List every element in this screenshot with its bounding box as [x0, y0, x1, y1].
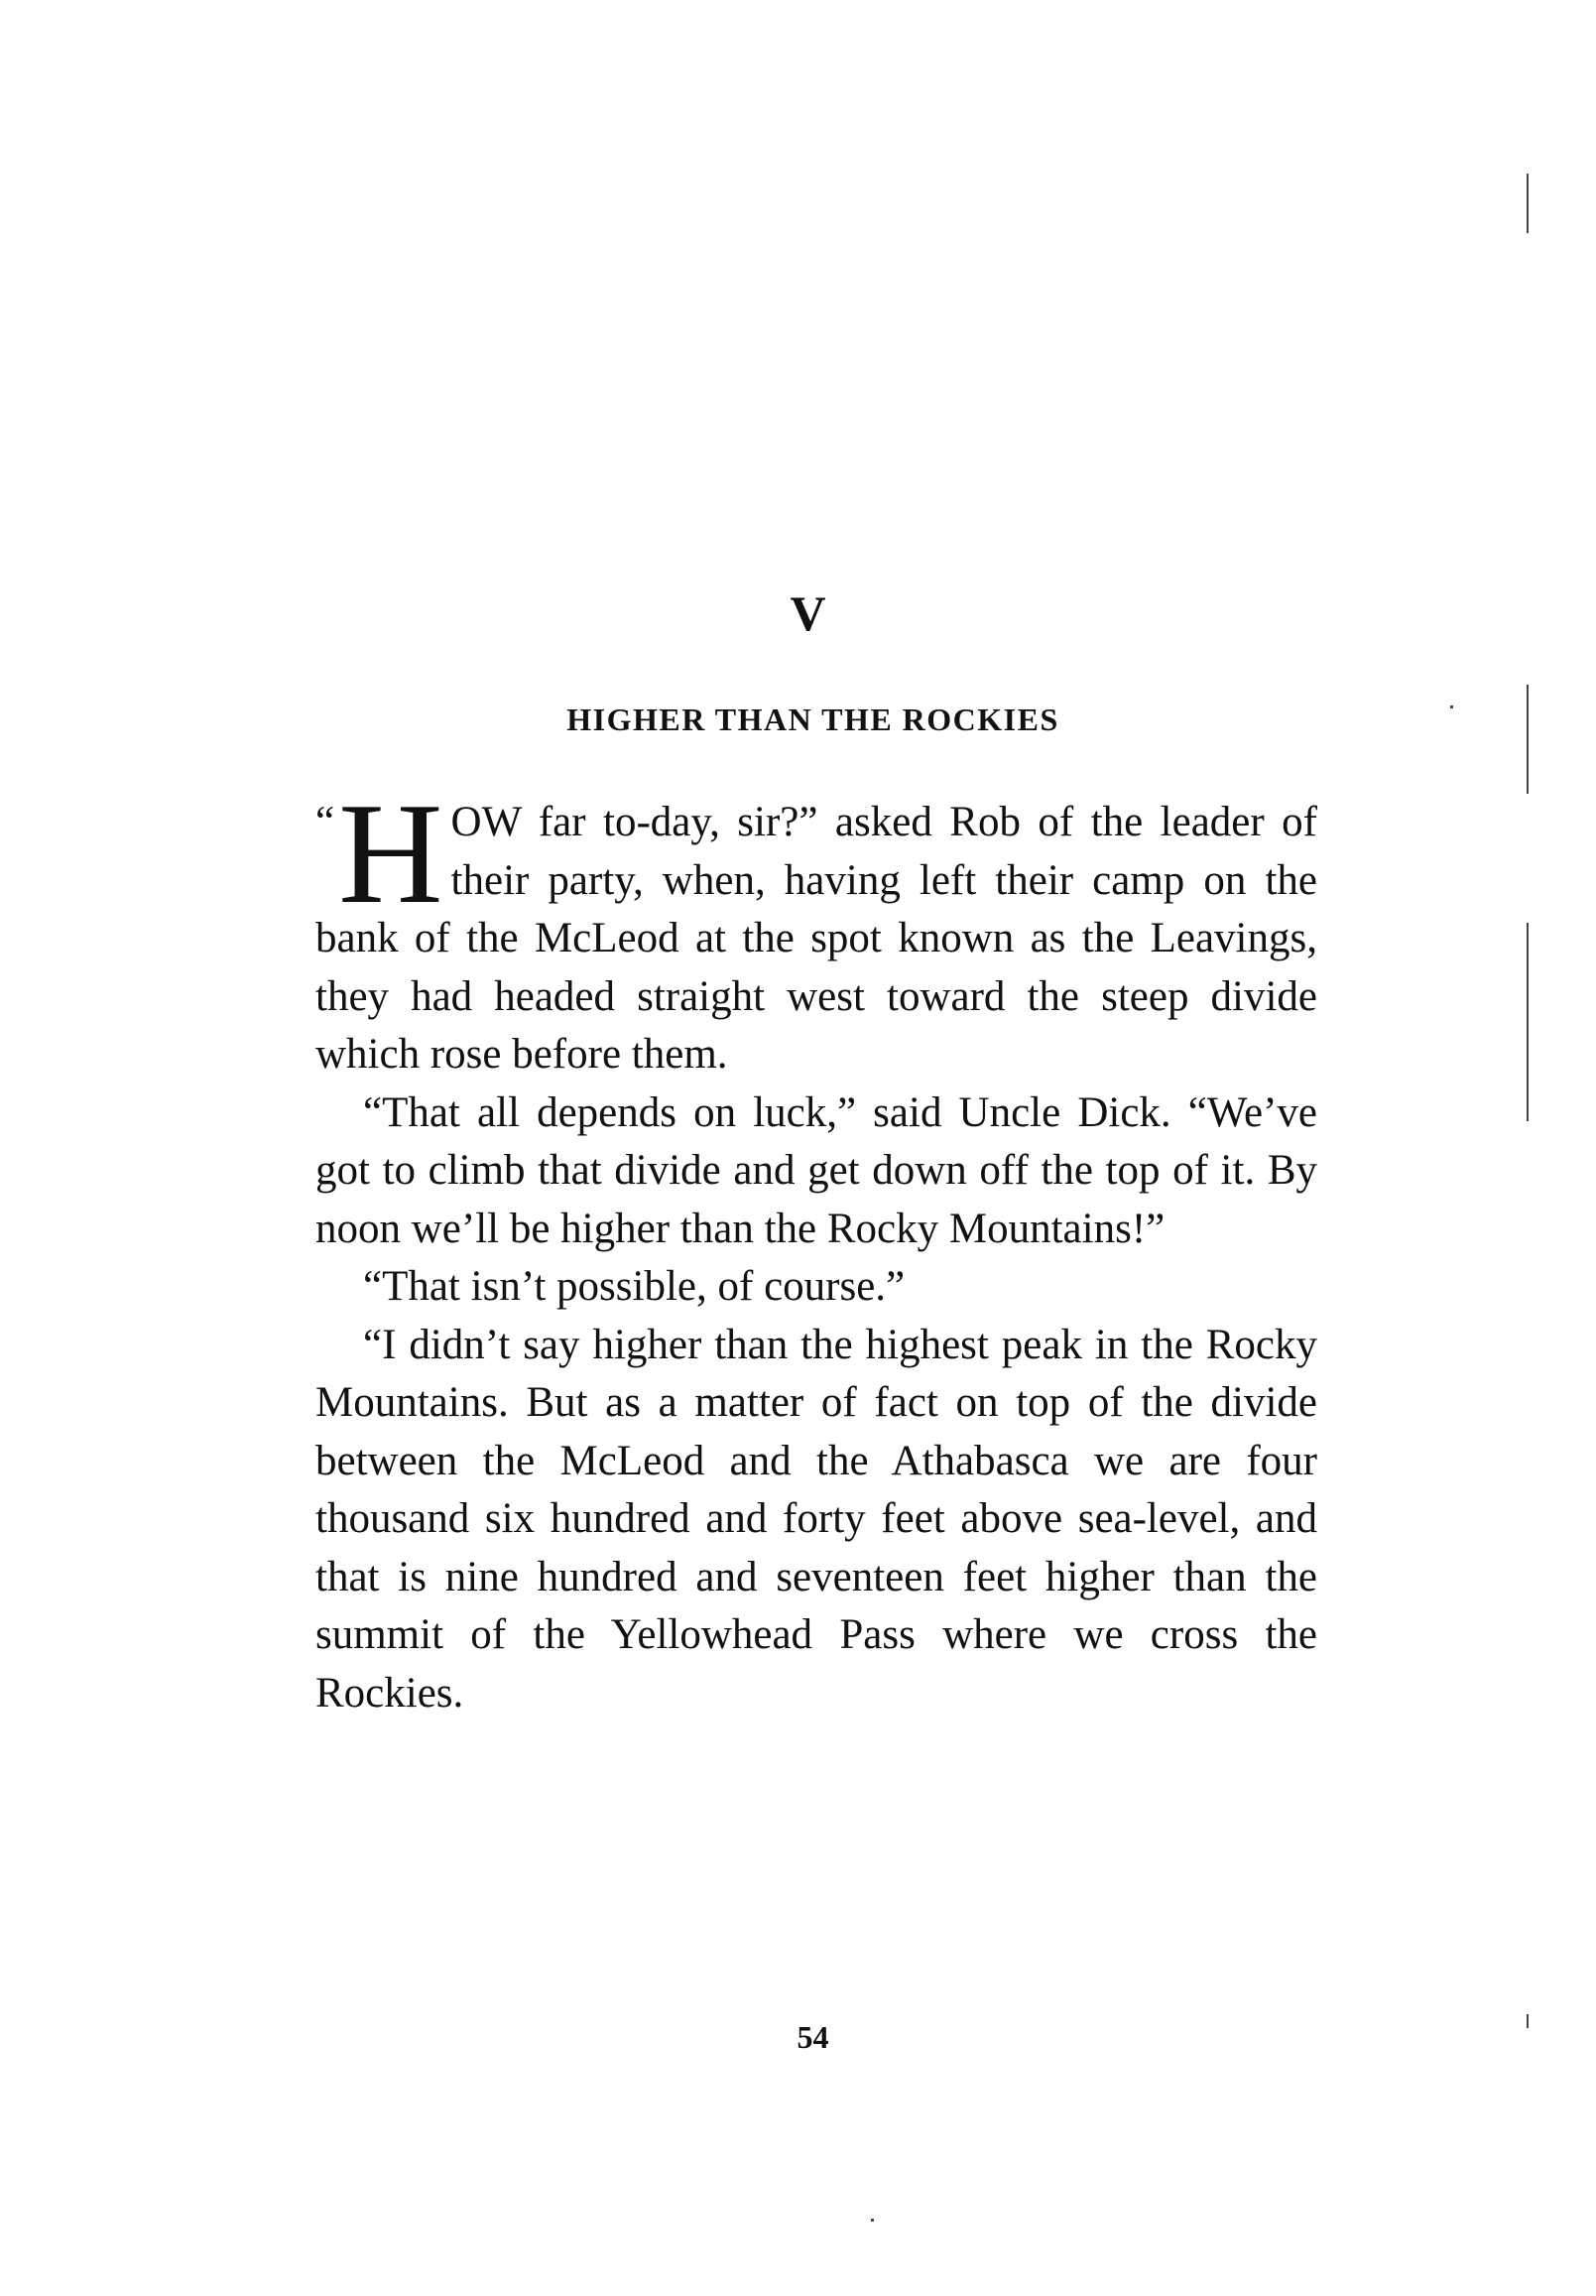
body-text	[315, 773, 1317, 1722]
paragraph-2: “That all depends on luck,” said Uncle Dick. “We’ve got to climb that divide and get down off the top of it. By noon we’ll be higher than the Rocky Mountains!”	[315, 1088, 1317, 1252]
opening-quote: “	[315, 799, 335, 845]
page-number: 54	[797, 2019, 829, 2055]
scan-artifact-line	[1527, 923, 1529, 1121]
paragraph-1	[315, 773, 1317, 1084]
chapter-number: V	[790, 585, 826, 641]
scan-artifact-line	[1527, 174, 1529, 233]
paragraph-1-text: OW far to-day, sir?” asked Rob of the leader of their party, when, having left their camp on the bank of the McLeod at the spot known as the Leavings, they had headed straight west toward the steep divide which rose before them.	[315, 799, 1317, 1078]
drop-cap-letter: H	[338, 773, 443, 934]
paragraph-3: “That isn’t possible, of course.”	[363, 1263, 906, 1310]
scan-artifact-dot	[1527, 2014, 1529, 2028]
chapter-title: HIGHER THAN THE ROCKIES	[566, 702, 1059, 737]
scan-artifact-dot	[871, 2219, 874, 2222]
scan-artifact-dot	[1450, 705, 1453, 708]
paragraph-4: “I didn’t say higher than the highest peak in the Rocky Mountains. But as a matter of fact on top of the divide between the McLeod and the Athabasca we are four thousand six hundred and forty feet above sea-level, and that is nine hundred and seventeen feet higher than the summit of the Yellowhead Pass where we cross the Rockies.	[315, 1321, 1317, 1717]
scan-artifact-line	[1527, 685, 1529, 794]
